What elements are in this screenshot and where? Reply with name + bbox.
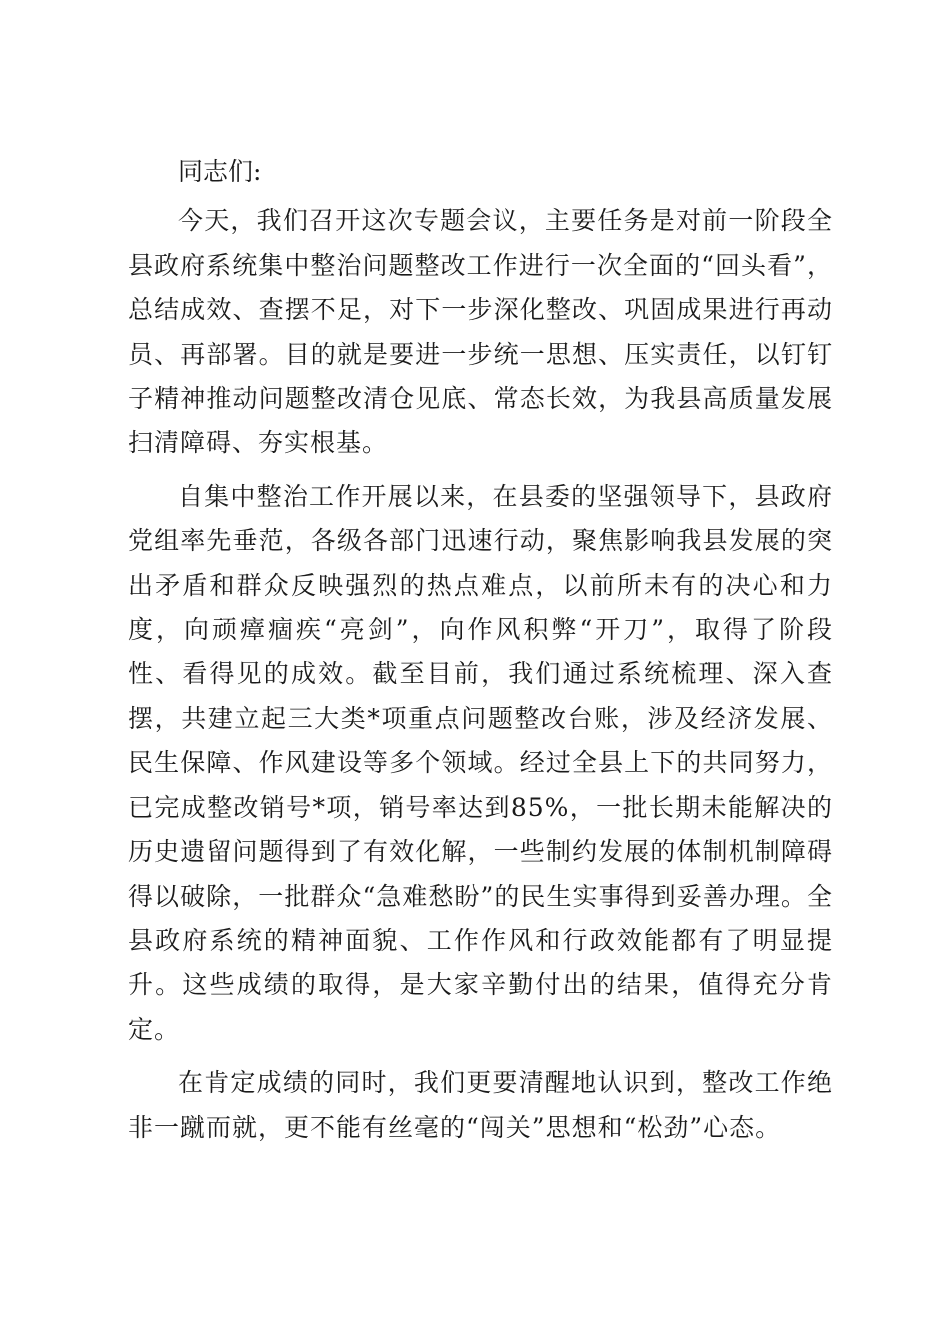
speech-body (128, 150, 833, 1159)
paragraph-achievements: 自集中整治工作开展以来，在县委的坚强领导下，县政府党组率先垂范，各级各部门迅速行动，聚焦影响我县发展的突出矛盾和群众反映强烈的热点难点，以前所未有的决心和力度，向顽瘴痼疾“亮剑”，向作风积弊“开刀”，取得了阶段性、看得见的成效。截至目前，我们通过系统梳理、深入查摆，共建立起三大类*项重点问题整改台账，涉及经济发展、民生保障、作风建设等多个领域。经过全县上下的共同努力，已完成整改销号*项，销号率达到85%，一批长期未能解决的历史遗留问题得到了有效化解，一些制约发展的体制机制障碍得以破除，一批群众“急难愁盼”的民生实事得到妥善办理。全县政府系统的精神面貌、工作作风和行政效能都有了明显提升。这些成绩的取得，是大家辛勤付出的结果，值得充分肯定。 (128, 481, 833, 1044)
paragraph-opening: 今天，我们召开这次专题会议，主要任务是对前一阶段全县政府系统集中整治问题整改工作进行一次全面的“回头看”，总结成效、查摆不足，对下一步深化整改、巩固成果进行再动员、再部署。目的就是要进一步统一思想、压实责任，以钉钉子精神推动问题整改清仓见底、常态长效，为我县高质量发展扫清障碍、夯实根基。 (128, 206, 833, 458)
paragraph-awareness: 在肯定成绩的同时，我们更要清醒地认识到，整改工作绝非一蹴而就，更不能有丝毫的“闯关”思想和“松劲”心态。 (128, 1068, 833, 1142)
salutation: 同志们: (178, 157, 262, 186)
